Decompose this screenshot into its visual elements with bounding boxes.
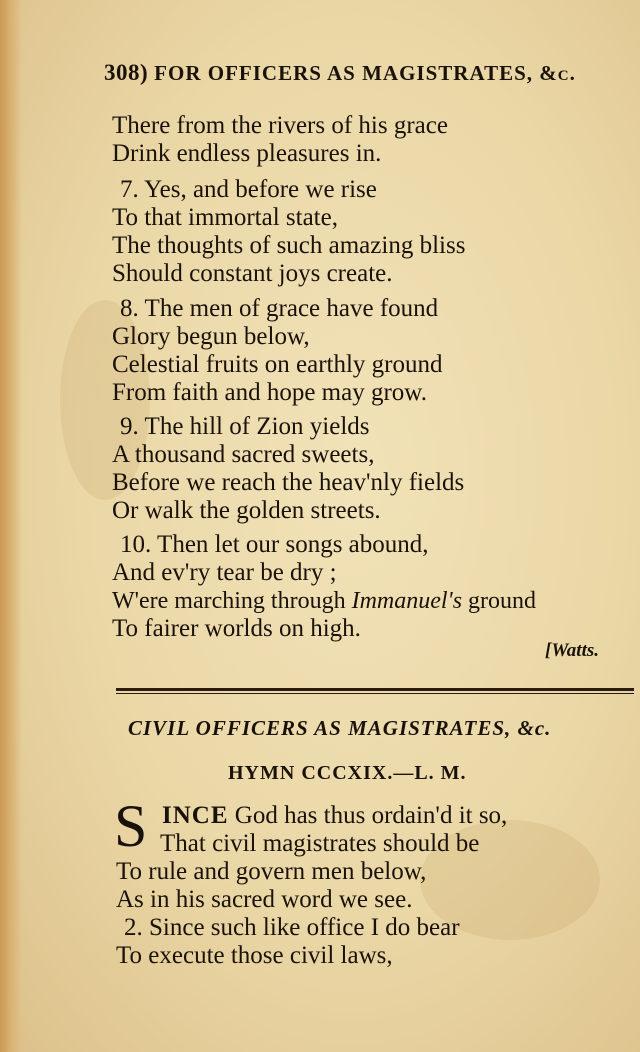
hymn-title: HYMN CCCXIX.—L. M. — [228, 762, 467, 784]
author-attribution: [Watts. — [545, 640, 600, 661]
verse-line: 2. Since such like office I do bear — [124, 914, 460, 941]
verse-line: As in his sacred word we see. — [116, 886, 413, 913]
first-verse-line — [162, 802, 507, 830]
italic-word: Immanuel's — [351, 588, 463, 614]
verse-line: The thoughts of such amazing bliss — [112, 232, 466, 259]
verse-line: To fairer worlds on high. — [112, 615, 361, 642]
section-title: CIVIL OFFICERS AS MAGISTRATES, &c. — [128, 716, 552, 740]
verse-line: Or walk the golden streets. — [112, 497, 381, 524]
page-gutter — [0, 0, 22, 1052]
verse-line-with-italic — [112, 587, 536, 615]
verse-line: To that immortal state, — [112, 204, 338, 231]
verse-text: ground — [462, 588, 537, 614]
verse-line: And ev'ry tear be dry ; — [112, 559, 337, 586]
verse-line: To execute those civil laws, — [116, 942, 393, 969]
verse-line: Should constant joys create. — [112, 260, 393, 287]
verse-line: That civil magistrates should be — [160, 830, 480, 857]
verse-line: To rule and govern men below, — [116, 858, 427, 885]
first-word-caps: INCE — [162, 802, 229, 829]
running-header — [104, 60, 634, 94]
verse-line: Drink endless pleasures in. — [112, 140, 382, 167]
verse-line: Celestial fruits on earthly ground — [112, 351, 443, 378]
page-number: 308) — [104, 60, 149, 85]
verse-text: W'ere marching through — [112, 588, 352, 614]
section-divider-thin — [116, 693, 634, 694]
verse-line: A thousand sacred sweets, — [112, 441, 375, 468]
verse-line: Glory begun below, — [112, 323, 310, 350]
section-divider — [116, 688, 634, 691]
verse-line: 7. Yes, and before we rise — [120, 176, 377, 203]
verse-line: 9. The hill of Zion yields — [120, 413, 370, 440]
first-line-text: God has thus ordain'd it so, — [228, 802, 508, 829]
drop-cap: S — [114, 793, 148, 859]
verse-line: 8. The men of grace have found — [120, 295, 439, 322]
verse-line: From faith and hope may grow. — [112, 379, 427, 406]
verse-line: 10. Then let our songs abound, — [120, 531, 429, 558]
verse-line: There from the rivers of his grace — [112, 112, 448, 139]
running-title: FOR OFFICERS AS MAGISTRATES, &c. — [154, 61, 576, 85]
verse-line: Before we reach the heav'nly fields — [112, 469, 465, 496]
